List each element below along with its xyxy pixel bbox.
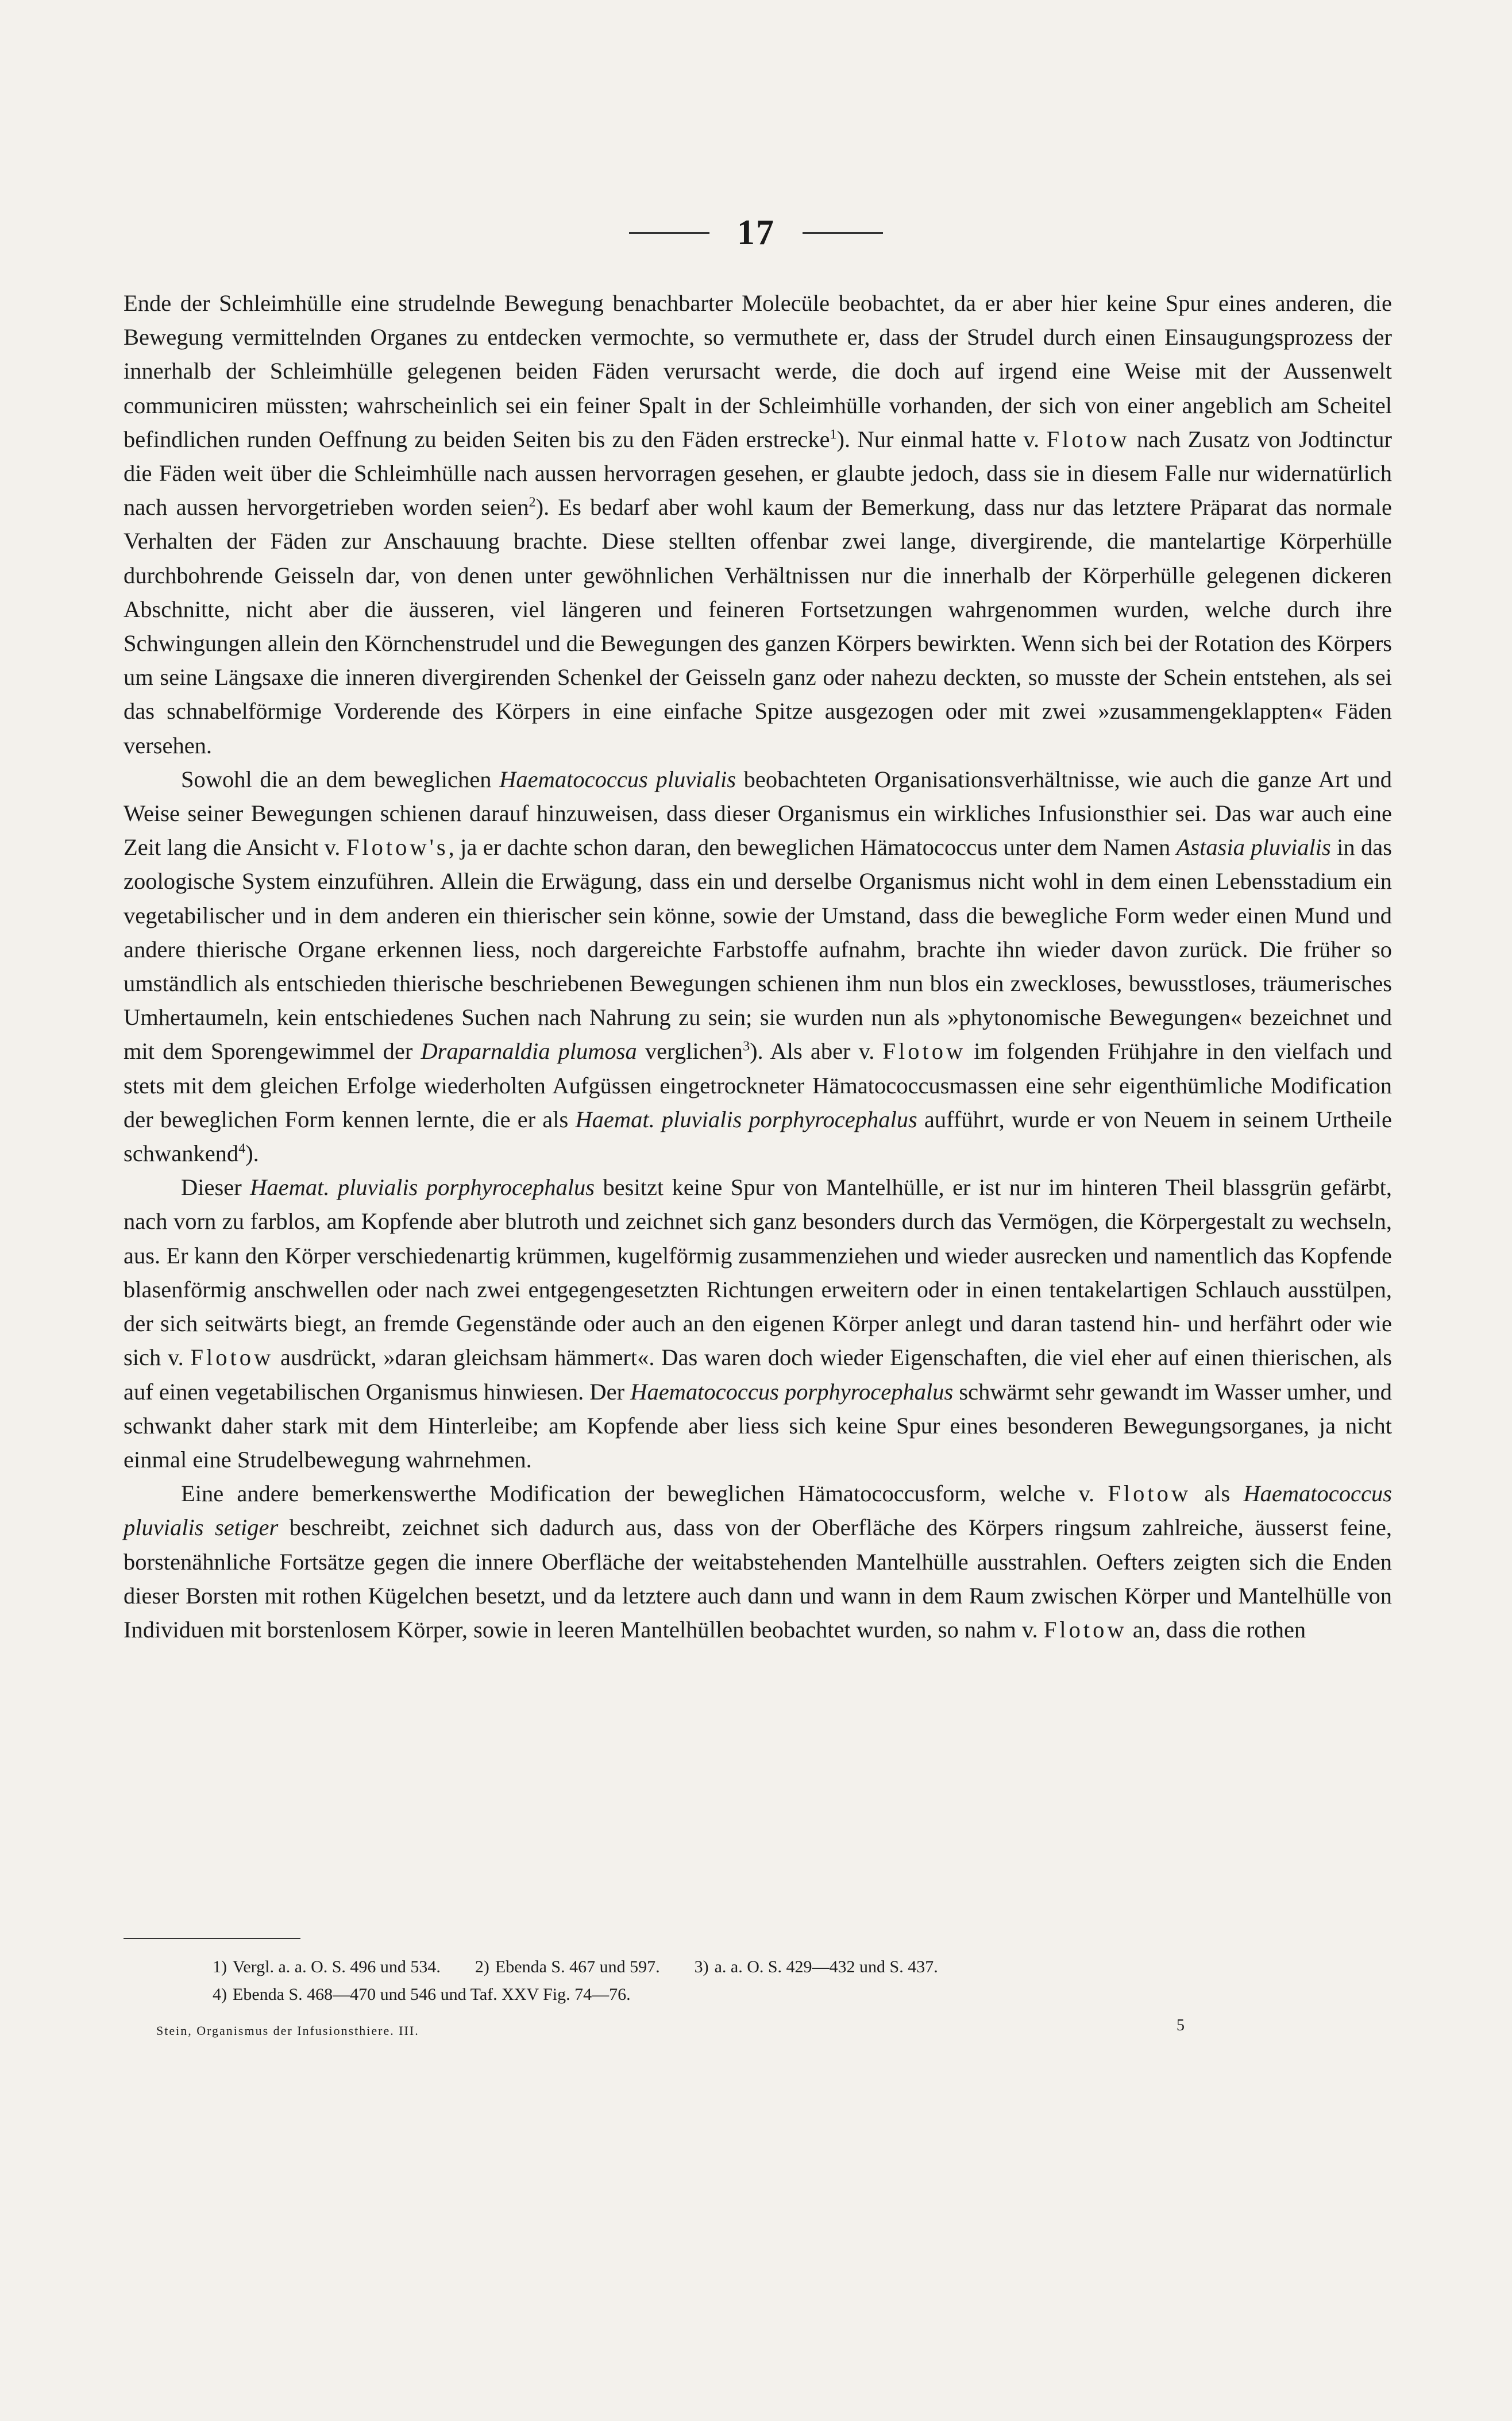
spaced-name: Flotow's [346, 834, 449, 861]
footnote-2: 2) Ebenda S. 467 und 597. [475, 1957, 660, 1976]
paragraph [124, 1476, 1392, 1647]
paragraph [124, 762, 1392, 1170]
footnote-4: 4) Ebenda S. 468—470 und 546 und Taf. XXV Fig. 74—76. [213, 1985, 631, 2004]
footnote-ref: 4 [238, 1141, 246, 1156]
text-run: beobachteten Organisationsverhältnisse, wie auch die ganze Art und Weise seiner Bewegungen schienen darauf hinzuweisen, dass dieser Organismus ein wirkliches Infusionsthier sei. Das war auch eine Zeit lang die Ansicht v. [124, 766, 1392, 861]
text-run: Dieser [181, 1174, 250, 1201]
text-run: ). [245, 1140, 259, 1167]
footnote-line [213, 1953, 1361, 1981]
spaced-name: Flotow [882, 1038, 966, 1065]
spaced-name: Flotow [190, 1344, 274, 1371]
paragraph [124, 1170, 1392, 1476]
italic-term: Astasia pluvialis [1176, 834, 1331, 861]
spaced-name: Flotow [1046, 426, 1130, 452]
italic-term: Draparnaldia plumosa [421, 1038, 637, 1065]
footnote-ref: 2 [529, 495, 536, 510]
italic-term: Haemat. pluvialis porphyrocephalus [575, 1106, 917, 1132]
text-run: nach Zusatz von Jodtinctur die Fäden weit über die Schleimhülle nach aussen hervorragen gesehen, er glaubte jedoch, dass sie in diesem Falle nur widernatürlich nach aussen hervorgetrieben worden seien [124, 426, 1392, 521]
text-run: beschreibt, zeichnet sich dadurch aus, dass von der Oberfläche des Körpers ringsum zahlreiche, äusserst feine, borstenähnliche Fortsätze gegen die innere Oberfläche der weitabstehenden Mantelhülle ausstrahlen. Oefters zeigten sich die Enden dieser Borsten mit rothen Kügelchen besetzt, und da letztere auch dann und wann in dem Raum zwischen Körper und Mantelhülle von Individuen mit borstenlosem Körper, sowie in leeren Mantelhüllen beobachtet wurden, so nahm v. [124, 1514, 1392, 1643]
text-run: ausdrückt, »daran gleichsam hämmert«. Das waren doch wieder Eigenschaften, die viel eher auf einen thierischen, als auf einen vegetabilischen Organismus hinwiesen. Der [124, 1344, 1392, 1405]
spaced-name: Flotow [1043, 1616, 1127, 1643]
text-run: Ende der Schleimhülle eine strudelnde Bewegung benachbarter Molecüle beobachtet, da er aber hier keine Spur eines anderen, die Bewegung vermittelnden Organes zu entdecken vermochte, so vermuthete er, dass der Strudel durch einen Einsaugungsprozess der innerhalb der Schleimhülle gelegenen beiden Fäden verursacht werde, die doch auf irgend eine Weise mit der Aussenwelt communiciren müssten; wahrscheinlich sei ein feiner Spalt in der Schleimhülle vorhanden, der sich von einer angeblich am Scheitel befindlichen runden Oeffnung zu beiden Seiten bis zu den Fäden erstrecke [124, 290, 1392, 452]
spaced-name: Flotow [1108, 1481, 1191, 1507]
footnote-ref: 3 [743, 1039, 750, 1054]
italic-term: Haemat. pluvialis porphyrocephalus [250, 1174, 595, 1201]
footnotes [213, 1953, 1361, 2008]
text-run: in das zoologische System einzuführen. Allein die Erwägung, dass ein und derselbe Organismus nicht wohl in dem einen Lebensstadium ein vegetabilischer und in dem anderen ein thierischer sein könne, sowie der Umstand, dass die bewegliche Form weder einen Mund und andere thierische Organe erkennen liess, noch dargereichte Farbstoffe aufnahm, brachte ihn wieder davon zurück. Die früher so umständlich als entschieden thierische beschriebenen Bewegungen schienen ihm nun blos ein zweckloses, bewusstloses, träumerisches Umhertaumeln, kein entschiedenes Suchen nach Nahrung zu sein; sie wurden nun als »phytonomische Bewegungen« bezeichnet und mit dem Sporengewimmel der [124, 834, 1392, 1065]
publication-credit: Stein, Organismus der Infusionsthiere. III. [156, 2023, 419, 2038]
text-run: im folgenden Frühjahre in den vielfach und stets mit dem gleichen Erfolge wiederholten Aufgüssen eingetrockneter Hämatococcusmassen eine sehr eigenthümliche Modification der beweglichen Form kennen lernte, die er als [124, 1038, 1392, 1132]
text-run: ). Als aber v. [750, 1038, 883, 1065]
body-text [124, 286, 1392, 1647]
text-run: Eine andere bemerkenswerthe Modification der beweglichen Hämatococcusform, welche v. [181, 1481, 1108, 1507]
italic-term: Haematococcus pluvialis [499, 766, 736, 792]
page-header [0, 213, 1512, 253]
text-run: ). Es bedarf aber wohl kaum der Bemerkung, dass nur das letztere Präparat das normale Verhalten der Fäden zur Anschauung brachte. Diese stellten offenbar zwei lange, divergirende, die mantelartige Körperhülle durchbohrende Geisseln dar, von denen unter gewöhnlichen Verhältnissen nur die innerhalb der Körperhülle gelegenen dickeren Abschnitte, nicht aber die äusseren, viel längeren und feineren Fortsetzungen wahrgenommen wurden, welche durch ihre Schwingungen allein den Körnchenstrudel und die Bewegungen des ganzen Körpers bewirkten. Wenn sich bei der Rotation des Körpers um seine Längsaxe die inneren divergirenden Schenkel der Geisseln ganz oder nahezu deckten, so musste der Schein entstehen, als sei das schnabelförmige Vorderende des Körpers in eine einfache Spitze ausgezogen oder mit zwei »zusammengeklappten« Fäden versehen. [124, 494, 1392, 758]
header-rule-right [803, 232, 883, 234]
text-run: schwärmt sehr gewandt im Wasser umher, und schwankt daher stark mit dem Hinterleibe; am Kopfende aber liess sich keine Spur eines besonderen Bewegungsorganes, ja nicht einmal eine Strudelbewegung wahrnehmen. [124, 1378, 1392, 1472]
footnote-ref: 1 [830, 427, 837, 442]
page-number: 17 [737, 213, 775, 252]
text-run: besitzt keine Spur von Mantelhülle, er ist nur im hinteren Theil blassgrün gefärbt, nach vorn zu farblos, am Kopfende aber blutroth und zeichnet sich ganz besonders durch das Vermögen, die Körpergestalt zu wechseln, aus. Er kann den Körper verschiedenartig krümmen, kugelförmig zusammenziehen und wieder ausrecken und namentlich das Kopfende blasenförmig anschwellen oder nach zwei entgegengesetzten Richtungen erweitern oder in einen tentakelartigen Schlauch ausstülpen, der sich seitwärts biegt, an fremde Gegenstände oder auch an den eigenen Körper anlegt und daran tastend hin- und herfährt oder wie sich v. [124, 1174, 1392, 1371]
header-rule-left [629, 232, 709, 234]
text-run: an, dass die rothen [1127, 1616, 1306, 1643]
text-run: aufführt, wurde er von Neuem in seinem Urtheile schwankend [124, 1106, 1392, 1167]
footnote-line [213, 1981, 1361, 2008]
italic-term: Haematococcus pluvialis setiger [124, 1481, 1392, 1541]
footnote-1: 1) Vergl. a. a. O. S. 496 und 534. [213, 1957, 441, 1976]
footnote-divider [124, 1938, 300, 1939]
paragraph [124, 286, 1392, 762]
signature-mark: 5 [1177, 2017, 1185, 2034]
text-run: ). Nur einmal hatte v. [836, 426, 1047, 452]
text-run: , ja er dachte schon daran, den beweglichen Hämatococcus unter dem Namen [448, 834, 1177, 861]
text-run: als [1191, 1481, 1244, 1507]
footnote-3: 3) a. a. O. S. 429—432 und S. 437. [694, 1957, 938, 1976]
text-run: Sowohl die an dem beweglichen [181, 766, 500, 792]
italic-term: Haematococcus porphyrocephalus [630, 1378, 954, 1405]
text-run: verglichen [637, 1038, 743, 1065]
